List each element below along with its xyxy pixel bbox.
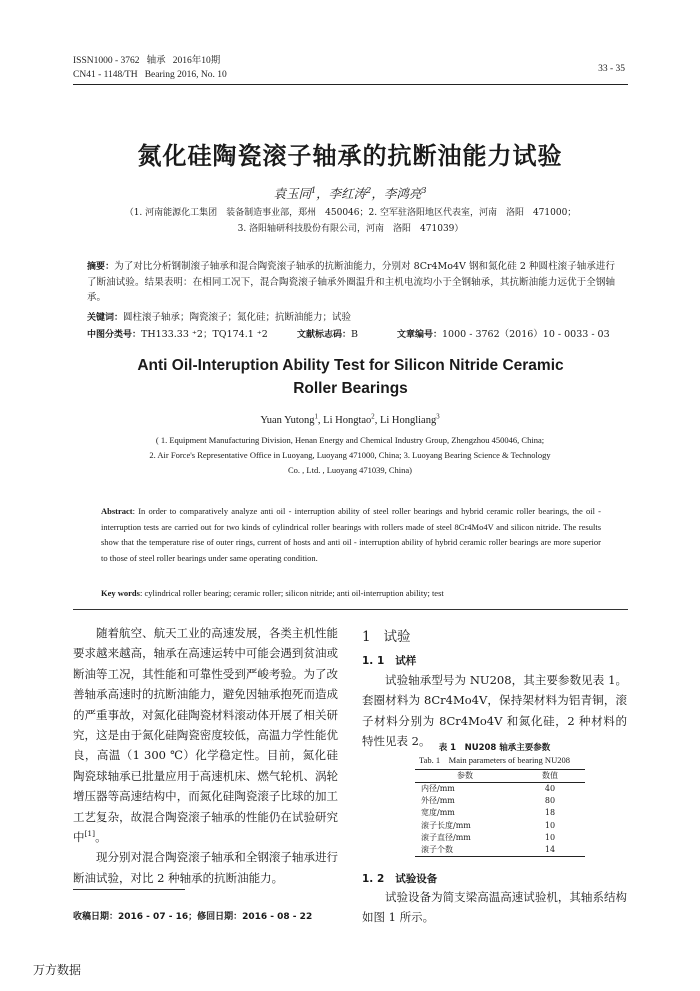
author-2-en: Li Hongtao	[323, 415, 372, 426]
sample-paragraph	[362, 670, 627, 752]
keywords-en	[101, 586, 601, 600]
equipment-paragraph	[362, 887, 627, 928]
subsection-1-1-number: 1. 1	[362, 655, 385, 667]
table-1-caption-en: Tab. 1 Main parameters of bearing NU208	[419, 755, 570, 765]
affiliation-en-line1: ( 1. Equipment Manufacturing Division, Henan Energy and Chemical Industry Group, Zhengzhou 450046, China;	[155, 435, 545, 445]
author-1-en-sup: 1	[314, 413, 318, 421]
table-cell: 外径/mm	[421, 796, 455, 806]
author-3-cn: 李鸿亮	[383, 186, 422, 201]
author-1-en: Yuan Yutong	[260, 415, 315, 426]
intro-paragraph-1-end: 。	[95, 830, 107, 845]
authors-cn: 袁玉同$^1$，李红涛$^2$，李鸿亮$^3$	[273, 184, 427, 201]
affiliation-en	[80, 433, 620, 478]
table-cell: 滚子直径/mm	[421, 833, 471, 843]
author-3-en: Li Hongliang	[379, 415, 437, 426]
title-en-line2: Roller Bearings	[293, 380, 408, 397]
keywords-cn-text: 圆柱滚子轴承；陶瓷滚子；氮化硅；抗断油能力；试验	[123, 312, 352, 323]
author-2-cn: 李红涛	[328, 186, 367, 201]
abstract-en-text: : In order to comparatively analyze anti oil - interruption ability of steel roller bearings and hybrid ceramic roller bearings, the oil - interruption tests are carried out for two kinds of cylindrical roller bearings with rollers made of steel 8Cr4Mo4V and silicon nitride. The results show that the temperature rise of outer rings, current of hosts and anti oil - interruption ability of hybrid ceramic roller bearings are more superior to those of steel roller bearings under same operating condition.	[101, 506, 601, 563]
table-cell: 10	[544, 833, 556, 843]
author-2-sup: 2	[366, 184, 372, 195]
clc-label: 中图分类号：	[87, 330, 142, 340]
header-rule	[73, 84, 628, 85]
author-3-en-sup: 3	[436, 413, 440, 421]
subsection-1-1-title: 试样	[395, 655, 417, 667]
affiliation-cn-line2: 3. 洛阳轴研科技股份有限公司，河南 洛阳 471039）	[237, 224, 464, 234]
affiliation-en-line2: 2. Air Force's Representative Office in Luoyang, Luoyang 471000, China; 3. Luoyang Bearing Science & Technology	[149, 450, 551, 460]
table-row	[415, 820, 585, 832]
subsection-1-2-title: 试验设备	[395, 873, 438, 885]
keywords-en-text: : cylindrical roller bearing; ceramic roller; silicon nitride; anti oil-interruption ability; test	[139, 588, 444, 598]
citation-ref[interactable]: [1]	[84, 829, 96, 839]
doc-code-value: B	[351, 329, 358, 340]
title-cn: 氮化硅陶瓷滚子轴承的抗断油能力试验	[137, 141, 563, 170]
title-en	[73, 354, 628, 400]
section-1-number: 1	[362, 629, 371, 645]
table-cell: 滚子长度/mm	[421, 820, 471, 830]
table-cell: 40	[544, 784, 556, 793]
table-row	[415, 807, 585, 819]
table-cell: 滚子个数	[415, 844, 515, 857]
table-row	[415, 795, 585, 807]
issue-cn: 2016年10期	[172, 56, 221, 66]
journal-name-cn: 轴承	[146, 56, 166, 66]
table-cell: 80	[544, 796, 556, 806]
issn: ISSN1000 - 3762	[73, 56, 140, 66]
table-row	[415, 783, 585, 796]
section-separator	[73, 609, 628, 610]
table-1	[415, 769, 585, 857]
cn-number: CN41 - 1148/TH	[73, 70, 138, 80]
authors-en: Yuan Yutong$^1$, Li Hongtao$^2$, Li Hongliang$^3$	[260, 413, 440, 426]
table-cell: 14	[515, 844, 585, 857]
table-row	[415, 832, 585, 844]
params-table	[415, 769, 585, 857]
footnote-rule	[73, 889, 185, 890]
table-cell: 18	[544, 808, 556, 818]
subsection-1-2-heading	[362, 871, 437, 886]
intro-paragraph-1-text: 随着航空、航天工业的高速发展，各类主机性能要求越来越高，轴承在高速运转中可能会遇到贫油或断油等工况，其性能和可靠性受到严峻考验。为了改善轴承高速时的抗断油能力，避免因轴承抱死而造成的严重事故，对氮化硅陶瓷材料滚动体开展了相关研究，这是由于氮化硅陶瓷密度较低，高温力学性能优良，高温（1 300 ℃）化学稳定性。目前，氮化硅陶瓷球轴承已批量应用于高速机床、燃气轮机、涡轮增压器等高速结构中，而氮化硅陶瓷滚子比球的加工工艺复杂，故混合陶瓷滚子轴承的性能仍在试验研究中	[73, 626, 338, 845]
intro-paragraph-1	[73, 623, 338, 847]
abstract-cn	[87, 259, 615, 305]
author-1-cn: 袁玉同	[273, 186, 311, 201]
received-date-footnote: 收稿日期：2016 - 07 - 16；修回日期：2016 - 08 - 22	[73, 912, 313, 922]
table-1-caption-cn: 表 1 NU208 轴承主要参数	[438, 743, 551, 753]
journal-header-left	[73, 54, 227, 82]
sample-paragraph-text: 试验轴承型号为 NU208，其主要参数见表 1。套圈材料为 8Cr4Mo4V，保持架材料为铝青铜，滚子材料分别为 8Cr4Mo4V 和氮化硅，2 种材料的特性见表 2。	[362, 673, 627, 749]
table-cell: 10	[544, 820, 556, 830]
table-1-caption	[362, 742, 627, 766]
issue-en: Bearing 2016, No. 10	[144, 70, 227, 80]
author-1-sup: 1	[310, 184, 317, 195]
body-left-column	[73, 623, 338, 888]
table-row	[415, 844, 585, 857]
keywords-cn-label: 关键词：	[87, 313, 124, 323]
title-en-line1: Anti Oil-Interuption Ability Test for Silicon Nitride Ceramic	[137, 357, 564, 374]
author-3-sup: 3	[421, 184, 427, 195]
equipment-paragraph-text: 试验设备为简支梁高温高速试验机，其轴系结构如图 1 所示。	[362, 890, 627, 925]
author-2-en-sup: 2	[371, 413, 375, 421]
table-cell: 内径/mm	[421, 784, 455, 793]
affiliation-cn-line1: （1. 河南能源化工集团 装备制造事业部，郑州 450046；2. 空军驻洛阳地区代表室，河南 洛阳 471000；	[124, 208, 577, 218]
classification-row	[87, 327, 615, 343]
page-range: 33 - 35	[598, 64, 625, 74]
abstract-cn-text: 为了对比分析钢制滚子轴承和混合陶瓷滚子轴承的抗断油能力，分别对 8Cr4Mo4V 钢和氮化硅 2 种圆柱滚子轴承进行了断油试验。结果表明：在相同工况下，混合陶瓷滚子轴承外圈温升和主机电流均小于全钢轴承，其抗断油能力远优于全钢轴承。	[87, 261, 615, 303]
watermark: 万方数据	[33, 963, 82, 977]
article-no-value: 1000 - 3762（2016）10 - 0033 - 03	[442, 329, 610, 340]
abstract-en	[101, 504, 601, 566]
table-cell: 宽度/mm	[421, 808, 455, 818]
table-header-value: 数值	[515, 770, 585, 783]
section-1-title: 试验	[383, 629, 411, 645]
abstract-en-label: Abstract	[101, 506, 133, 516]
abstract-cn-label: 摘要：	[87, 262, 115, 272]
affiliation-en-line3: Co. , Ltd. , Luoyang 471039, China)	[288, 465, 412, 475]
keywords-cn	[87, 310, 615, 326]
clc-value: TH133.33 ⁺2；TQ174.1 ⁺2	[141, 329, 268, 340]
subsection-1-2-number: 1. 2	[362, 873, 385, 885]
intro-paragraph-2: 现分别对混合陶瓷滚子轴承和全钢滚子轴承进行断油试验，对比 2 种轴承的抗断油能力。	[73, 850, 338, 885]
keywords-en-label: Key words	[101, 588, 140, 598]
article-no-label: 文章编号：	[397, 330, 443, 340]
table-header-param: 参数	[415, 770, 515, 783]
section-1-heading	[362, 625, 410, 645]
doc-code-label: 文献标志码：	[297, 330, 352, 340]
subsection-1-1-heading	[362, 653, 416, 668]
